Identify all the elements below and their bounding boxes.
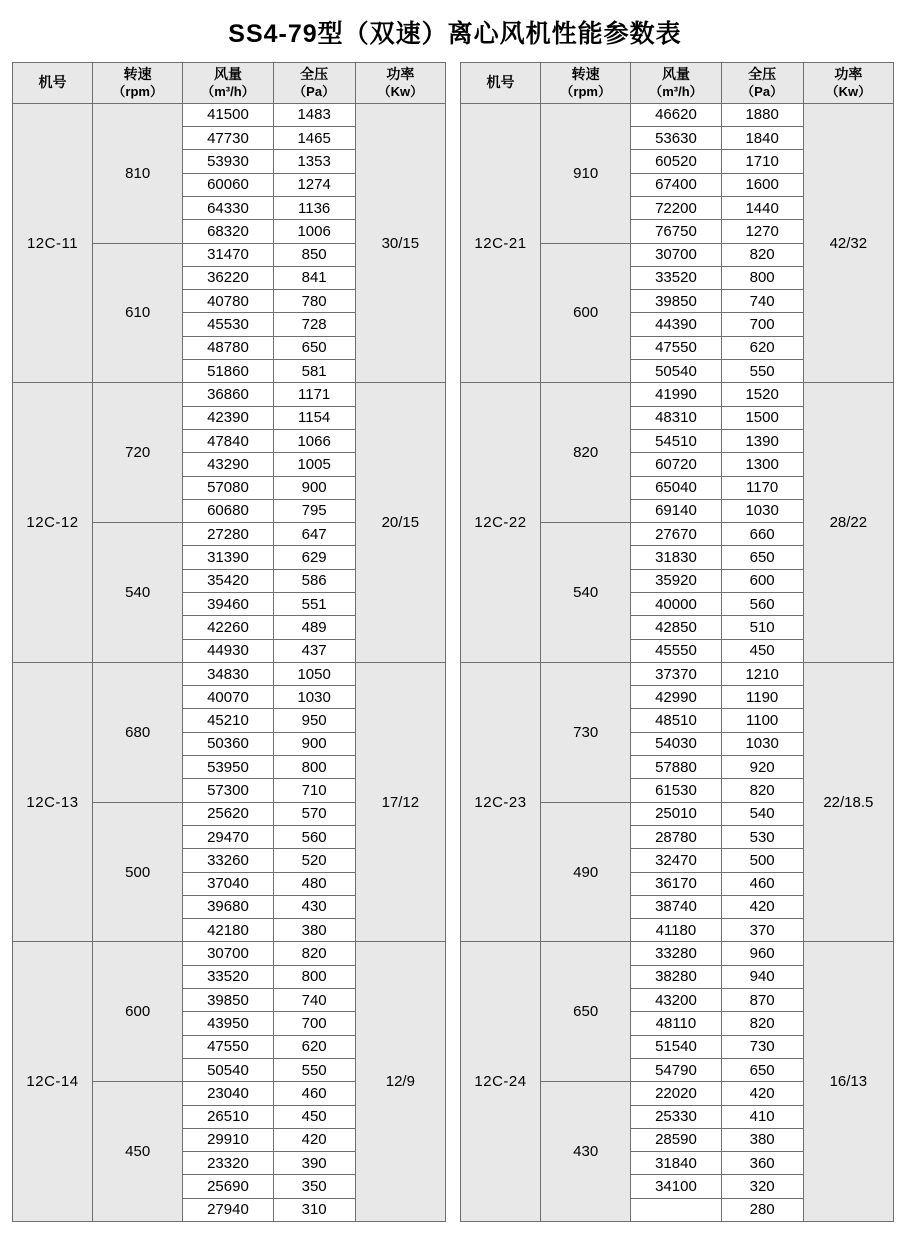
- pressure-cell: 1390: [721, 429, 803, 452]
- pressure-cell: 1210: [721, 662, 803, 685]
- pressure-cell: 360: [721, 1152, 803, 1175]
- flow-cell: 41500: [183, 103, 273, 126]
- pressure-cell: 1170: [721, 476, 803, 499]
- pressure-cell: 820: [721, 1012, 803, 1035]
- flow-cell: 30700: [631, 243, 721, 266]
- speed-cell: 820: [541, 383, 631, 523]
- table-header-row: [461, 63, 894, 104]
- power-cell: 17/12: [355, 662, 445, 942]
- flow-cell: 60680: [183, 499, 273, 522]
- pressure-cell: 510: [721, 616, 803, 639]
- flow-cell: 69140: [631, 499, 721, 522]
- right-performance-table: [460, 62, 894, 1222]
- flow-cell: 31390: [183, 546, 273, 569]
- pressure-cell: 870: [721, 989, 803, 1012]
- pressure-cell: 460: [721, 872, 803, 895]
- speed-cell: 430: [541, 1082, 631, 1222]
- header-model: 机号: [461, 63, 541, 104]
- flow-cell: 22020: [631, 1082, 721, 1105]
- pressure-cell: 586: [273, 569, 355, 592]
- header-model: 机号: [13, 63, 93, 104]
- model-cell: 12C-22: [461, 383, 541, 663]
- pressure-cell: 795: [273, 499, 355, 522]
- flow-cell: 36860: [183, 383, 273, 406]
- pressure-cell: 520: [273, 849, 355, 872]
- flow-cell: 33280: [631, 942, 721, 965]
- flow-cell: 60520: [631, 150, 721, 173]
- pressure-cell: 540: [721, 802, 803, 825]
- power-cell: 42/32: [803, 103, 893, 383]
- flow-cell: 25620: [183, 802, 273, 825]
- pressure-cell: 820: [273, 942, 355, 965]
- pressure-cell: 570: [273, 802, 355, 825]
- pressure-cell: 620: [273, 1035, 355, 1058]
- pressure-cell: 350: [273, 1175, 355, 1198]
- power-cell: 30/15: [355, 103, 445, 383]
- pressure-cell: 950: [273, 709, 355, 732]
- pressure-cell: 620: [721, 336, 803, 359]
- flow-cell: 40780: [183, 290, 273, 313]
- speed-cell: 650: [541, 942, 631, 1082]
- flow-cell: 57880: [631, 756, 721, 779]
- pressure-cell: 420: [721, 895, 803, 918]
- flow-cell: 33520: [183, 965, 273, 988]
- flow-cell: 30700: [183, 942, 273, 965]
- flow-cell: 23040: [183, 1082, 273, 1105]
- flow-cell: 23320: [183, 1152, 273, 1175]
- speed-cell: 910: [541, 103, 631, 243]
- pressure-cell: 480: [273, 872, 355, 895]
- right-table-head: [461, 63, 894, 104]
- flow-cell: 47730: [183, 127, 273, 150]
- speed-cell: 810: [93, 103, 183, 243]
- flow-cell: 47550: [183, 1035, 273, 1058]
- flow-cell: 38280: [631, 965, 721, 988]
- flow-cell: 41180: [631, 919, 721, 942]
- pressure-cell: 1006: [273, 220, 355, 243]
- pressure-cell: 1465: [273, 127, 355, 150]
- header-flow: 风量 （m³/h）: [631, 63, 721, 104]
- pressure-cell: 700: [721, 313, 803, 336]
- pressure-cell: 780: [273, 290, 355, 313]
- table-row: [461, 942, 894, 965]
- pressure-cell: 380: [273, 919, 355, 942]
- pressure-cell: 320: [721, 1175, 803, 1198]
- pressure-cell: 800: [721, 266, 803, 289]
- flow-cell: 29910: [183, 1128, 273, 1151]
- pressure-cell: 1840: [721, 127, 803, 150]
- flow-cell: 72200: [631, 196, 721, 219]
- pressure-cell: 1880: [721, 103, 803, 126]
- flow-cell: 39850: [183, 989, 273, 1012]
- pressure-cell: 740: [273, 989, 355, 1012]
- flow-cell: 44930: [183, 639, 273, 662]
- model-cell: 12C-24: [461, 942, 541, 1222]
- flow-cell: 28780: [631, 825, 721, 848]
- pressure-cell: 1483: [273, 103, 355, 126]
- flow-cell: 54790: [631, 1058, 721, 1081]
- flow-cell: 40070: [183, 686, 273, 709]
- pressure-cell: 1100: [721, 709, 803, 732]
- pressure-cell: 841: [273, 266, 355, 289]
- pressure-cell: 800: [273, 965, 355, 988]
- flow-cell: 36220: [183, 266, 273, 289]
- pressure-cell: 1030: [273, 686, 355, 709]
- flow-cell: 31840: [631, 1152, 721, 1175]
- pressure-cell: 1190: [721, 686, 803, 709]
- pressure-cell: 1710: [721, 150, 803, 173]
- flow-cell: 50360: [183, 732, 273, 755]
- flow-cell: 43950: [183, 1012, 273, 1035]
- pressure-cell: 650: [721, 1058, 803, 1081]
- pressure-cell: 550: [273, 1058, 355, 1081]
- pressure-cell: 710: [273, 779, 355, 802]
- flow-cell: 53930: [183, 150, 273, 173]
- flow-cell: 31830: [631, 546, 721, 569]
- pressure-cell: 370: [721, 919, 803, 942]
- flow-cell: 45530: [183, 313, 273, 336]
- model-cell: 12C-21: [461, 103, 541, 383]
- pressure-cell: 1005: [273, 453, 355, 476]
- flow-cell: 43200: [631, 989, 721, 1012]
- flow-cell: 76750: [631, 220, 721, 243]
- header-speed: 转速 （rpm）: [541, 63, 631, 104]
- flow-cell: 25010: [631, 802, 721, 825]
- flow-cell: 34100: [631, 1175, 721, 1198]
- speed-cell: 540: [93, 523, 183, 663]
- flow-cell: 26510: [183, 1105, 273, 1128]
- pressure-cell: 600: [721, 569, 803, 592]
- model-cell: 12C-11: [13, 103, 93, 383]
- right-table-body: [461, 103, 894, 1221]
- pressure-cell: 820: [721, 243, 803, 266]
- left-table-head: [13, 63, 446, 104]
- flow-cell: 54030: [631, 732, 721, 755]
- speed-cell: 720: [93, 383, 183, 523]
- pressure-cell: 1270: [721, 220, 803, 243]
- table-row: [13, 103, 446, 126]
- pressure-cell: 1050: [273, 662, 355, 685]
- flow-cell: 35420: [183, 569, 273, 592]
- flow-cell: 27940: [183, 1198, 273, 1221]
- flow-cell: 32470: [631, 849, 721, 872]
- table-row: [13, 383, 446, 406]
- pressure-cell: 1030: [721, 732, 803, 755]
- flow-cell: 34830: [183, 662, 273, 685]
- flow-cell: 45210: [183, 709, 273, 732]
- left-performance-table: [12, 62, 446, 1222]
- flow-cell: 39850: [631, 290, 721, 313]
- flow-cell: 42990: [631, 686, 721, 709]
- speed-cell: 540: [541, 523, 631, 663]
- flow-cell: 57300: [183, 779, 273, 802]
- pressure-cell: 450: [273, 1105, 355, 1128]
- header-pressure: 全压 （Pa）: [273, 63, 355, 104]
- speed-cell: 450: [93, 1082, 183, 1222]
- pressure-cell: 551: [273, 592, 355, 615]
- pressure-cell: 650: [721, 546, 803, 569]
- flow-cell: 64330: [183, 196, 273, 219]
- power-cell: 20/15: [355, 383, 445, 663]
- power-cell: 28/22: [803, 383, 893, 663]
- flow-cell: 61530: [631, 779, 721, 802]
- pressure-cell: 1520: [721, 383, 803, 406]
- flow-cell: 31470: [183, 243, 273, 266]
- pressure-cell: 310: [273, 1198, 355, 1221]
- pressure-cell: 280: [721, 1198, 803, 1221]
- flow-cell: 48780: [183, 336, 273, 359]
- pressure-cell: 900: [273, 732, 355, 755]
- flow-cell: 25330: [631, 1105, 721, 1128]
- model-cell: 12C-23: [461, 662, 541, 942]
- model-cell: 12C-13: [13, 662, 93, 942]
- flow-cell: 47840: [183, 429, 273, 452]
- pressure-cell: 500: [721, 849, 803, 872]
- flow-cell: 53950: [183, 756, 273, 779]
- pressure-cell: 650: [273, 336, 355, 359]
- flow-cell: 39460: [183, 592, 273, 615]
- flow-cell: 48510: [631, 709, 721, 732]
- speed-cell: 680: [93, 662, 183, 802]
- pressure-cell: 1440: [721, 196, 803, 219]
- flow-cell: 40000: [631, 592, 721, 615]
- flow-cell: 36170: [631, 872, 721, 895]
- model-cell: 12C-12: [13, 383, 93, 663]
- flow-cell: 44390: [631, 313, 721, 336]
- pressure-cell: 420: [273, 1128, 355, 1151]
- pressure-cell: 629: [273, 546, 355, 569]
- flow-cell: 29470: [183, 825, 273, 848]
- pressure-cell: 1353: [273, 150, 355, 173]
- speed-cell: 600: [93, 942, 183, 1082]
- flow-cell: 42260: [183, 616, 273, 639]
- pressure-cell: 450: [721, 639, 803, 662]
- pressure-cell: 430: [273, 895, 355, 918]
- pressure-cell: 550: [721, 360, 803, 383]
- pressure-cell: 900: [273, 476, 355, 499]
- pressure-cell: 581: [273, 360, 355, 383]
- speed-cell: 730: [541, 662, 631, 802]
- flow-cell: 53630: [631, 127, 721, 150]
- flow-cell: 57080: [183, 476, 273, 499]
- header-pressure: 全压 （Pa）: [721, 63, 803, 104]
- pressure-cell: 530: [721, 825, 803, 848]
- pressure-cell: 1154: [273, 406, 355, 429]
- flow-cell: 46620: [631, 103, 721, 126]
- pressure-cell: 1600: [721, 173, 803, 196]
- pressure-cell: 740: [721, 290, 803, 313]
- header-flow: 风量 （m³/h）: [183, 63, 273, 104]
- power-cell: 16/13: [803, 942, 893, 1222]
- flow-cell: 33260: [183, 849, 273, 872]
- flow-cell: 60720: [631, 453, 721, 476]
- table-header-row: [13, 63, 446, 104]
- page-title: SS4-79型（双速）离心风机性能参数表: [228, 20, 682, 48]
- flow-cell: 27670: [631, 523, 721, 546]
- pressure-cell: 1300: [721, 453, 803, 476]
- pressure-cell: 647: [273, 523, 355, 546]
- pressure-cell: 420: [721, 1082, 803, 1105]
- speed-cell: 490: [541, 802, 631, 942]
- flow-cell: 43290: [183, 453, 273, 476]
- speed-cell: 600: [541, 243, 631, 383]
- flow-cell: 67400: [631, 173, 721, 196]
- flow-cell: 50540: [183, 1058, 273, 1081]
- pressure-cell: 437: [273, 639, 355, 662]
- pressure-cell: 1171: [273, 383, 355, 406]
- power-cell: 22/18.5: [803, 662, 893, 942]
- flow-cell: 47550: [631, 336, 721, 359]
- flow-cell: 42850: [631, 616, 721, 639]
- pressure-cell: 700: [273, 1012, 355, 1035]
- flow-cell: 27280: [183, 523, 273, 546]
- pressure-cell: 410: [721, 1105, 803, 1128]
- model-cell: 12C-14: [13, 942, 93, 1222]
- flow-cell: 37040: [183, 872, 273, 895]
- pressure-cell: 560: [721, 592, 803, 615]
- flow-cell: 38740: [631, 895, 721, 918]
- pressure-cell: 660: [721, 523, 803, 546]
- pressure-cell: 489: [273, 616, 355, 639]
- flow-cell: 65040: [631, 476, 721, 499]
- pressure-cell: 380: [721, 1128, 803, 1151]
- table-row: [461, 662, 894, 685]
- power-cell: 12/9: [355, 942, 445, 1222]
- pressure-cell: 1500: [721, 406, 803, 429]
- pressure-cell: 820: [721, 779, 803, 802]
- flow-cell: 33520: [631, 266, 721, 289]
- pressure-cell: 560: [273, 825, 355, 848]
- flow-cell: 35920: [631, 569, 721, 592]
- pressure-cell: 728: [273, 313, 355, 336]
- flow-cell: 25690: [183, 1175, 273, 1198]
- left-table-body: [13, 103, 446, 1221]
- flow-cell: 42180: [183, 919, 273, 942]
- pressure-cell: 800: [273, 756, 355, 779]
- table-row: [461, 383, 894, 406]
- flow-cell: 41990: [631, 383, 721, 406]
- table-row: [13, 942, 446, 965]
- pressure-cell: 390: [273, 1152, 355, 1175]
- pressure-cell: 920: [721, 756, 803, 779]
- pressure-cell: 960: [721, 942, 803, 965]
- header-speed: 转速 （rpm）: [93, 63, 183, 104]
- pressure-cell: 730: [721, 1035, 803, 1058]
- flow-cell: 50540: [631, 360, 721, 383]
- flow-cell: 28590: [631, 1128, 721, 1151]
- speed-cell: 610: [93, 243, 183, 383]
- tables-container: [12, 62, 898, 1222]
- pressure-cell: 940: [721, 965, 803, 988]
- table-row: [13, 662, 446, 685]
- flow-cell: 68320: [183, 220, 273, 243]
- pressure-cell: 850: [273, 243, 355, 266]
- flow-cell: [631, 1198, 721, 1221]
- flow-cell: 60060: [183, 173, 273, 196]
- header-power: 功率 （Kw）: [355, 63, 445, 104]
- header-power: 功率 （Kw）: [803, 63, 893, 104]
- pressure-cell: 1136: [273, 196, 355, 219]
- table-row: [461, 103, 894, 126]
- flow-cell: 48310: [631, 406, 721, 429]
- flow-cell: 45550: [631, 639, 721, 662]
- flow-cell: 48110: [631, 1012, 721, 1035]
- flow-cell: 39680: [183, 895, 273, 918]
- pressure-cell: 1030: [721, 499, 803, 522]
- pressure-cell: 1066: [273, 429, 355, 452]
- speed-cell: 500: [93, 802, 183, 942]
- flow-cell: 54510: [631, 429, 721, 452]
- flow-cell: 42390: [183, 406, 273, 429]
- flow-cell: 51540: [631, 1035, 721, 1058]
- pressure-cell: 1274: [273, 173, 355, 196]
- flow-cell: 51860: [183, 360, 273, 383]
- flow-cell: 37370: [631, 662, 721, 685]
- pressure-cell: 460: [273, 1082, 355, 1105]
